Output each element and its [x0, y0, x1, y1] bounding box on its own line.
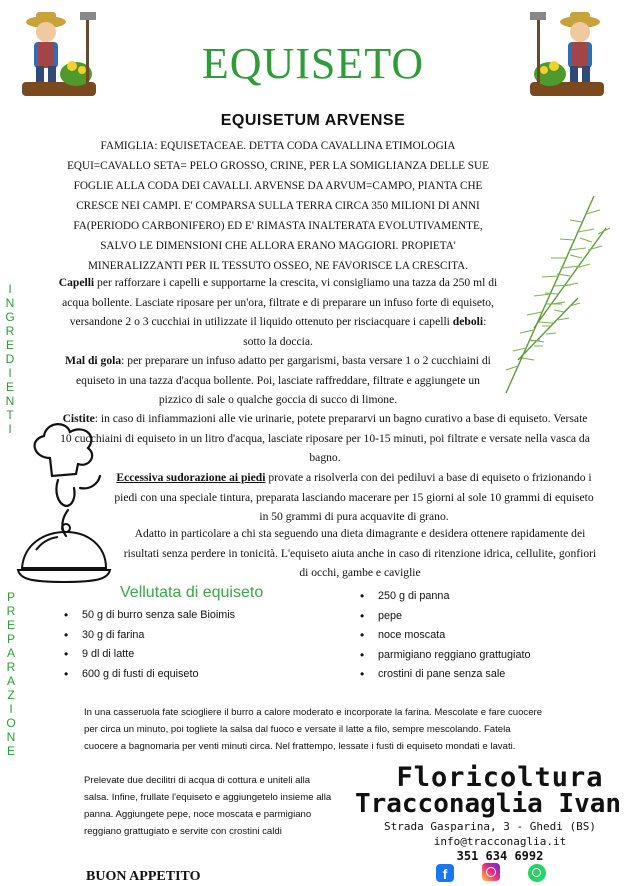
side-letter: T [6, 408, 14, 422]
side-letter: A [6, 674, 15, 688]
ingredients-list-left [62, 606, 332, 684]
brand-name-line2: Tracconaglia Ivan [354, 789, 622, 819]
side-letter: I [8, 282, 12, 296]
sudorazione-label: Eccessiva sudorazione ai piedi [116, 471, 266, 484]
side-letter: N [6, 730, 16, 744]
ingredient-item: • 30 g di farina [62, 626, 332, 646]
cistite-label: Cistite [62, 412, 95, 425]
sudorazione-paragraph: Eccessiva sudorazione ai piedi provate a risolverla con dei pediluvi a base di equiseto o frizionando i piedi con una speciale tintura, preparata lasciando macerare per 15 giorni al sole 10 grammi di equiseto in 50 grammi di pura acquavite di grano. [114, 471, 594, 523]
side-letter: E [5, 380, 14, 394]
side-letter: P [6, 590, 15, 604]
cistite-paragraph: Cistite: in caso di infiammazioni alle vie urinarie, potete prepararvi un bagno curativo a base di equiseto. Versate 10 cucchiaini di equiseto in un litro d'acqua, lasciate riposare per 10-15 minuti, poi filtrate e versate nella vasca da bagno. [60, 412, 590, 464]
side-letter: N [5, 296, 15, 310]
ingredient-item: • 250 g di panna [358, 587, 598, 607]
side-label-preparazione [4, 590, 18, 758]
ingredients-list-right [358, 587, 598, 685]
facebook-icon[interactable]: f [436, 864, 454, 882]
side-letter: I [8, 366, 12, 380]
side-letter: R [6, 604, 16, 618]
mal-di-gola-label: Mal di gola [65, 354, 122, 367]
recipe-title: Vellutata di equiseto [120, 584, 264, 601]
preparation-text-2: Prelevate due decilitri di acqua di cottura e uniteli alla salsa. Infine, frullate l'equiseto e aggiungetelo insieme alla panna. Aggiungete pepe, noce moscata e parmigiano reggiano grattugiato e servite con crostini caldi [84, 775, 332, 837]
ingredient-item: • noce moscata [358, 626, 598, 646]
brand-email[interactable]: info@tracconaglia.it [433, 835, 567, 848]
buon-appetito: BUON APPETITO [86, 869, 201, 884]
brand-name-line1: Floricoltura [396, 762, 604, 793]
side-letter: R [6, 660, 16, 674]
side-letter: N [5, 394, 15, 408]
famiglia-paragraph: FAMIGLIA: EQUISETACEAE. DETTA CODA CAVALLINA ETIMOLOGIA EQUI=CAVALLO SETA= PELO GROSSO, CRINE, PER LA SOMIGLIANZA DELLE SUE FOGLIE ALLA CODA DEI CAVALLI. ARVENSE DA ARVUM=CAMPO, PIANTA CHE CRESCE NEI CAMPI. E' COMPARSA SULLA TERRA CIRCA 350 MILIONI DI ANNI FA(PERIODO CARBONIFERO) ED E' RIMASTA INALTERATA EVOLUTIVAMENTE, SALVO LE DIMENSIONI CHE ALLORA ERANO MAGGIORI. PROPIETA' MINERALIZZANTI PER IL TESSUTO OSSEO, NE FAVORISCE LA CRESCITA. [67, 140, 489, 272]
preparation-text-1: In una casseruola fate sciogliere il burro a calore moderato e incorporate la farina. Mescolate e fare cuocere per circa un minuto, poi togliete la salsa dal fuoco e versate il latte a filo, sempre mescolando. Fatela cuocere a bagnomaria per venti minuti circa. Nel frattempo, lessate i fusti di equiseto mondati e lavati. [84, 707, 543, 752]
dieta-paragraph: Adatto in particolare a chi sta seguendo una dieta dimagrante e desidera ottenere rapidamente dei risultati senza perdere in tonicità. L'equiseto aiuta anche in caso di ritenzione idrica, cellulite, gonfiori di occhi, gambe e caviglie [123, 527, 597, 579]
mal-di-gola-paragraph: Mal di gola: per preparare un infuso adatto per gargarismi, basta versare 1 o 2 cucchiaini di equiseto in una tazza d'acqua bollente. Poi, lasciate raffreddare, filtrate e aggiungete un pizzico di sale o qualche goccia di succo di limone. [65, 354, 491, 406]
instagram-icon[interactable] [482, 863, 500, 881]
ingredient-item: • 50 g di burro senza sale Bioimis [62, 606, 332, 626]
side-letter: G [5, 310, 15, 324]
side-letter: I [8, 422, 12, 436]
ingredient-item: • crostini di pane senza sale [358, 665, 598, 685]
ingredient-item: • pepe [358, 607, 598, 627]
whatsapp-icon[interactable] [528, 864, 546, 882]
page-subtitle: EQUISETUM ARVENSE [220, 112, 406, 129]
ingredient-item: • 9 dl di latte [62, 645, 332, 665]
deboli-label: deboli [452, 315, 484, 328]
ingredient-item: • 600 g di fusti di equiseto [62, 665, 332, 685]
side-letter: O [6, 716, 16, 730]
side-letter: R [5, 324, 15, 338]
capelli-label: Capelli [58, 276, 95, 289]
side-letter: E [6, 744, 15, 758]
side-letter: A [6, 646, 15, 660]
side-letter: E [5, 338, 14, 352]
side-label-ingredienti [3, 282, 17, 436]
ingredient-item: • parmigiano reggiano grattugiato [358, 646, 598, 666]
side-letter: E [6, 618, 15, 632]
page-title: EQUISETO [201, 39, 425, 88]
equisetum-plant-illustration [494, 188, 618, 398]
side-letter: P [6, 632, 15, 646]
side-letter: I [9, 702, 13, 716]
capelli-paragraph: Capelli per rafforzare i capelli e supportarne la crescita, vi consigliamo una tazza da 250 ml di acqua bollente. Lasciate riposare per un'ora, filtrate e di preparare un infuso forte di equiseto, versandone 2 o 3 cucchiai in utilizzate il liquido ottenuto per risciacquare i capelli deboli: sotto la doccia. [58, 276, 498, 348]
side-letter: Z [7, 688, 15, 702]
brand-phone[interactable]: 351 634 6992 [456, 849, 544, 863]
side-letter: D [5, 352, 15, 366]
brand-address: Strada Gasparina, 3 - Ghedi (BS) [384, 820, 596, 833]
